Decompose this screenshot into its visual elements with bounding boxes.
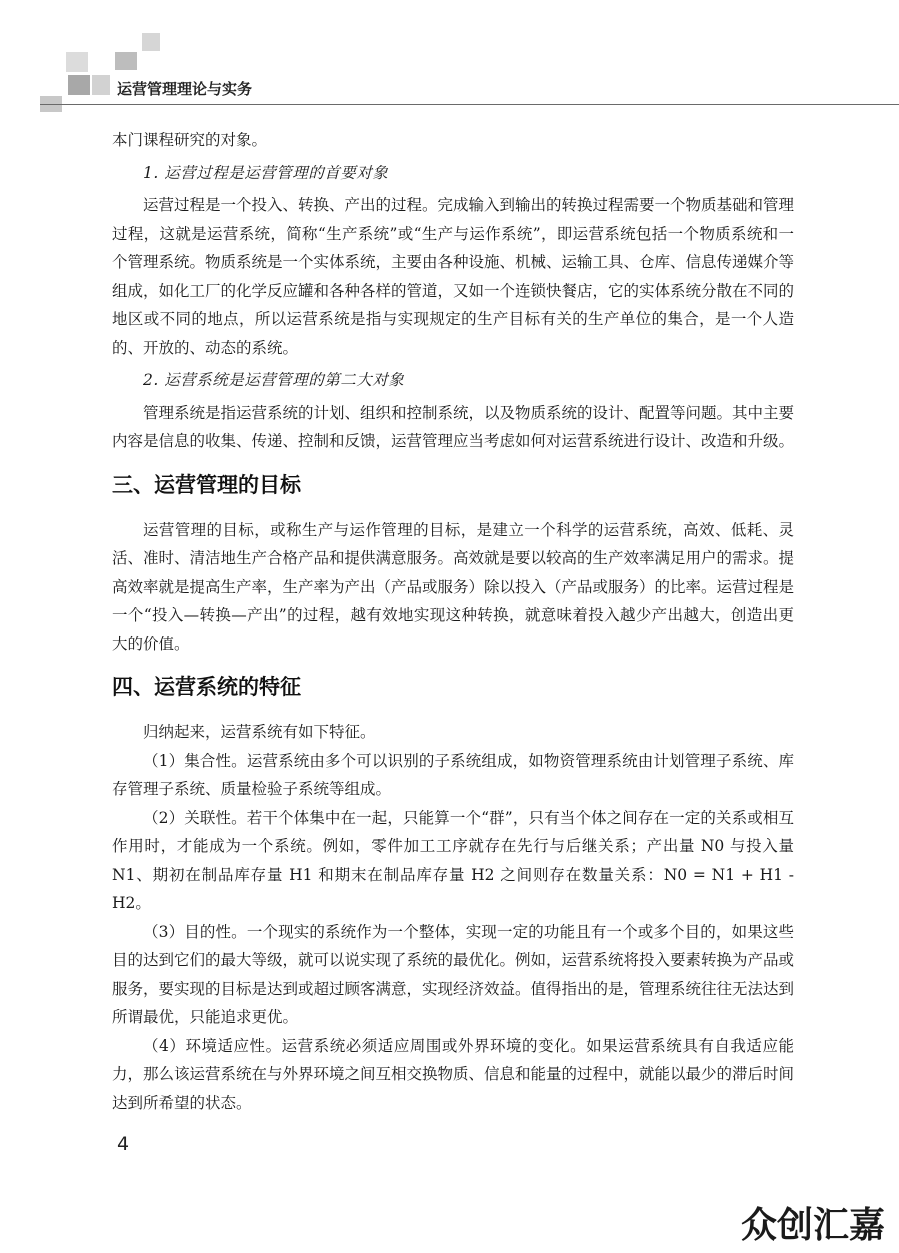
paragraph-1: 运营过程是一个投入、转换、产出的过程。完成输入到输出的转换过程需要一个物质基础和管理过程，这就是运营系统，简称“生产系统”或“生产与运作系统”，即运营系统包括一个物质系统和一个管理系统。物质系统是一个实体系统，主要由各种设施、机械、运输工具、仓库、信息传递媒介等组成，如化工厂的化学反应罐和各种各样的管道，又如一个连锁快餐店，它的实体系统分散在不同的地区或不同的地点，所以运营系统是指与实现规定的生产目标有关的生产单位的集合，是一个人造的、开放的、动态的系统。	[112, 196, 795, 357]
running-header-title: 运营管理理论与实务	[117, 80, 253, 98]
section-heading-3: 三、运营管理的目标	[112, 472, 301, 497]
page-body	[112, 126, 794, 1117]
header-decoration-square	[68, 75, 90, 95]
header-decoration-square	[115, 52, 137, 70]
paragraph-2: 管理系统是指运营系统的计划、组织和控制系统，以及物质系统的设计、配置等问题。其中主要内容是信息的收集、传递、控制和反馈，运营管理应当考虑如何对运营系统进行设计、改造和升级。	[112, 403, 795, 450]
subheading-2: 2. 运营系统是运营管理的第二大对象	[143, 371, 405, 389]
paragraph-4: 归纳起来，运营系统有如下特征。	[143, 723, 376, 741]
page-number: 4	[117, 1133, 130, 1155]
header-decoration-square	[92, 75, 110, 95]
paragraph-7: （3）目的性。一个现实的系统作为一个整体，实现一定的功能且有一个或多个目的，如果这些目的达到它们的最大等级，就可以说实现了系统的最优化。例如，运营系统将投入要素转换为产品或服务，要实现的目标是达到或超过顾客满意，实现经济效益。值得指出的是，管理系统往往无法达到所谓最优，只能追求更优。	[112, 922, 795, 1026]
paragraph-6: （2）关联性。若干个体集中在一起，只能算一个“群”，只有当个体之间存在一定的关系或相互作用时，才能成为一个系统。例如，零件加工工序就存在先行与后继关系；产出量 N0 与投入量 N1、期初在制品库存量 H1 和期末在制品库存量 H2 之间则存在数量关系：N0 = N1 + H1 - H2。	[112, 808, 794, 912]
watermark-logo: 众创汇嘉	[741, 1205, 886, 1246]
header-decoration-square	[66, 52, 88, 72]
paragraph-5: （1）集合性。运营系统由多个可以识别的子系统组成，如物资管理系统由计划管理子系统、库存管理子系统、质量检验子系统等组成。	[112, 751, 794, 798]
header-decoration-square	[142, 33, 160, 51]
paragraph-8: （4）环境适应性。运营系统必须适应周围或外界环境的变化。如果运营系统具有自我适应能力，那么该运营系统在与外界环境之间互相交换物质、信息和能量的过程中，就能以最少的滞后时间达到所希望的状态。	[112, 1036, 795, 1112]
header-divider	[40, 104, 899, 105]
section-heading-4: 四、运营系统的特征	[112, 675, 301, 699]
paragraph-3: 运营管理的目标，或称生产与运作管理的目标，是建立一个科学的运营系统，高效、低耗、灵活、准时、清洁地生产合格产品和提供满意服务。高效就是要以较高的生产效率满足用户的需求。提高效率就是提高生产率，生产率为产出（产品或服务）除以投入（产品或服务）的比率。运营过程是一个“投入—转换—产出”的过程，越有效地实现这种转换，就意味着投入越少产出越大，创造出更大的价值。	[112, 520, 795, 653]
subheading-1: 1. 运营过程是运营管理的首要对象	[143, 163, 389, 182]
paragraph-intro: 本门课程研究的对象。	[112, 131, 268, 149]
